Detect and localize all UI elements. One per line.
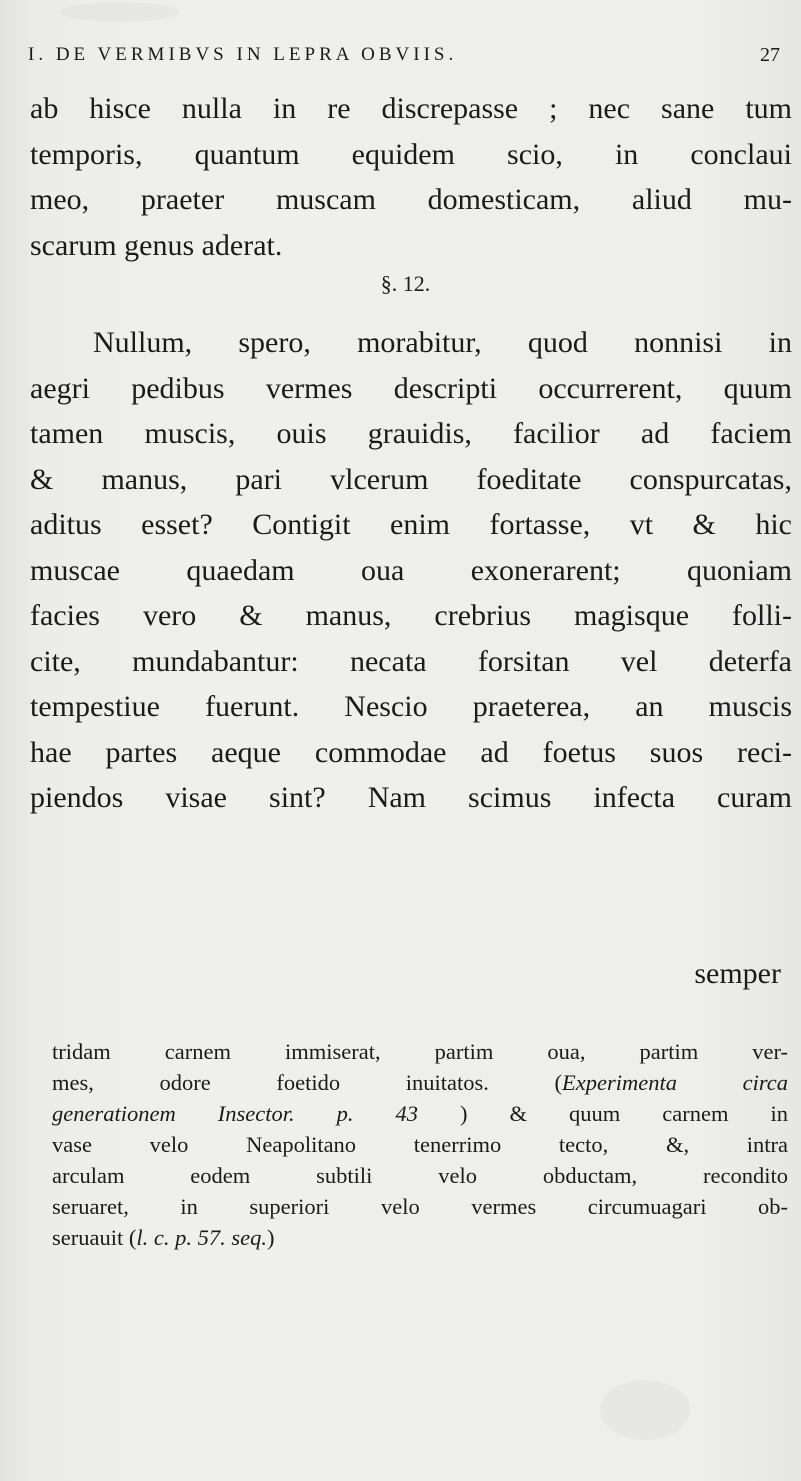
text-line: aditus esset? Contigit enim fortasse, vt & hic	[30, 508, 792, 541]
footnote-text: ) & quum carnem in	[418, 1101, 789, 1126]
page-number: 27	[760, 44, 780, 66]
footnote-line: arculam eodem subtili velo obductam, recondito	[52, 1163, 788, 1188]
paragraph-continued	[30, 86, 792, 268]
text-line: scarum genus aderat.	[30, 228, 283, 262]
paragraph-section-12	[30, 320, 792, 821]
text-line: meo, praeter muscam domesticam, aliud mu-	[30, 183, 792, 216]
footnote-citation-title: Experimenta circa	[562, 1070, 788, 1095]
text-line: facies vero & manus, crebrius magisque folli-	[30, 599, 792, 632]
footnote-line	[52, 1222, 788, 1253]
running-header	[0, 44, 790, 78]
paper-stain	[60, 2, 180, 22]
paper-stain	[600, 1380, 690, 1440]
footnote-text: seruauit (	[52, 1225, 137, 1250]
text-line: aegri pedibus vermes descripti occurrerent, quum	[30, 371, 792, 405]
text-line: Nullum, spero, morabitur, quod nonnisi in	[93, 326, 792, 359]
text-line: temporis, quantum equidem scio, in conclaui	[30, 137, 792, 171]
footnote-text: mes, odore foetido inuitatos. (	[52, 1070, 562, 1095]
footnote-line	[52, 1098, 788, 1129]
text-line: cite, mundabantur: necata forsitan vel deterfa	[30, 644, 792, 678]
text-line: & manus, pari vlcerum foeditate conspurcatas,	[30, 462, 792, 496]
text-line: tempestiue fuerunt. Nescio praeterea, an muscis	[30, 690, 792, 723]
chapter-title: I. DE VERMIBVS IN LEPRA OBVIIS.	[28, 44, 458, 65]
text-line: ab hisce nulla in re discrepasse ; nec sane tum	[30, 92, 792, 125]
footnote-citation-title: generationem Insector.	[52, 1101, 295, 1126]
catchword: semper	[694, 957, 781, 990]
footnote-text: )	[266, 1225, 275, 1250]
footnote-citation-ref: l. c. p. 57. seq.	[136, 1225, 267, 1250]
footnote-line	[52, 1067, 788, 1098]
text-line: hae partes aeque commodae ad foetus suos reci-	[30, 735, 792, 769]
text-line: piendos visae sint? Nam scimus infecta curam	[30, 781, 792, 814]
footnote-citation-page: p. 43	[294, 1101, 418, 1126]
section-heading: §. 12.	[380, 271, 431, 296]
footnote-line: vase velo Neapolitano tenerrimo tecto, &, intra	[52, 1132, 788, 1157]
footnote-line: tridam carnem immiserat, partim oua, partim ver-	[52, 1039, 788, 1064]
text-line: tamen muscis, ouis grauidis, facilior ad faciem	[30, 417, 792, 450]
footnote-line: seruaret, in superiori velo vermes circumuagari ob-	[52, 1194, 788, 1219]
footnote	[52, 1036, 788, 1253]
text-line: muscae quaedam oua exonerarent; quoniam	[30, 553, 792, 587]
